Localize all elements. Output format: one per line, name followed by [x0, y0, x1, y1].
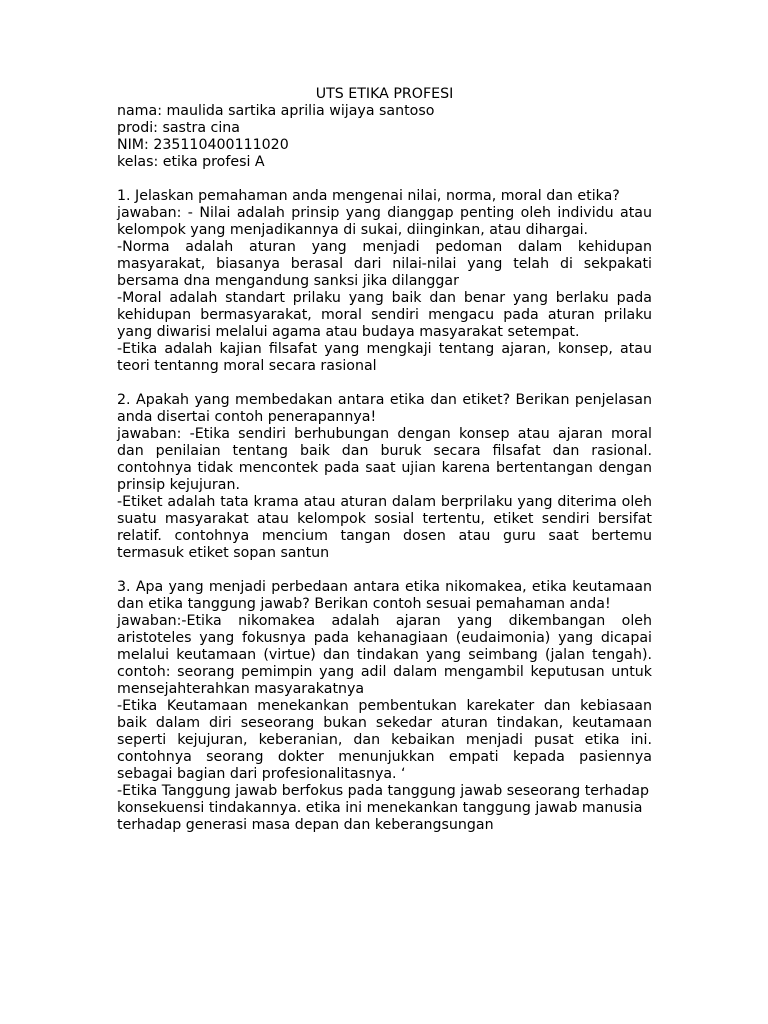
answer-1-moral: -Moral adalah standart prilaku yang baik dan benar yang berlaku pada kehidupan bermasyarakat, moral sendiri mengacu pada aturan prilaku yang diwarisi melalui agama atau budaya masyarakat setempat.	[117, 290, 652, 340]
question-2: 2. Apakah yang membedakan antara etika dan etiket? Berikan penjelasan anda disertai contoh penerapannya!	[117, 392, 652, 425]
student-class: kelas: etika profesi A	[117, 154, 265, 170]
answer-1-nilai: jawaban: - Nilai adalah prinsip yang dianggap penting oleh individu atau kelompok yang menjadikannya di sukai, diinginkan, atau dihargai.	[117, 205, 652, 238]
answer-3-nikomakea: jawaban:-Etika nikomakea adalah ajaran yang dikembangan oleh aristoteles yang fokusnya pada kehanagiaan (eudaimonia) yang dicapai melalui keutamaan (virtue) dan tindakan yang seimbang (jalan tengah). contoh: seorang pemimpin yang adil dalam mengambil keputusan untuk mensejahterahkan masyarakatnya	[117, 613, 652, 697]
spacer	[117, 375, 652, 392]
question-1: 1. Jelaskan pemahaman anda mengenai nilai, norma, moral dan etika?	[117, 188, 620, 204]
answer-2-etiket: -Etiket adalah tata krama atau aturan dalam berprilaku yang diterima oleh suatu masyarakat atau kelompok sosial tertentu, etiket sendiri bersifat relatif. contohnya mencium tangan dosen atau guru saat bertemu termasuk etiket sopan santun	[117, 494, 652, 561]
spacer	[117, 171, 652, 188]
answer-3-tanggung-jawab: -Etika Tanggung jawab berfokus pada tanggung jawab seseorang terhadap konsekuensi tindakannya. etika ini menekankan tanggung jawab manusia terhadap generasi masa depan dan keberangsungan	[117, 783, 649, 833]
spacer	[117, 562, 652, 579]
answer-1-etika: -Etika adalah kajian filsafat yang mengkaji tentang ajaran, konsep, atau teori tentanng moral secara rasional	[117, 341, 652, 374]
question-3: 3. Apa yang menjadi perbedaan antara etika nikomakea, etika keutamaan dan etika tanggung jawab? Berikan contoh sesuai pemahaman anda!	[117, 579, 652, 612]
student-program: prodi: sastra cina	[117, 120, 240, 136]
student-nim: NIM: 235110400111020	[117, 137, 289, 153]
document-body	[117, 86, 652, 834]
student-name: nama: maulida sartika aprilia wijaya santoso	[117, 103, 435, 119]
answer-1-norma: -Norma adalah aturan yang menjadi pedoman dalam kehidupan masyarakat, biasanya berasal dari nilai-nilai yang telah di sekpakati bersama dna mengandung sanksi jika dilanggar	[117, 239, 652, 289]
document-title: UTS ETIKA PROFESI	[315, 86, 454, 102]
answer-2-etika: jawaban: -Etika sendiri berhubungan dengan konsep atau ajaran moral dan penilaian tentang baik dan buruk secara filsafat dan rasional. contohnya tidak mencontek pada saat ujian karena bertentangan dengan prinsip kejujuran.	[117, 426, 652, 493]
answer-3-keutamaan: -Etika Keutamaan menekankan pembentukan karekater dan kebiasaan baik dalam diri seseorang bukan sekedar aturan tindakan, keutamaan seperti kejujuran, keberanian, dan kebaikan menjadi pusat etika ini. contohnya seorang dokter menunjukkan empati kepada pasiennya sebagai bagian dari profesionalitasnya. ‘	[117, 698, 652, 782]
